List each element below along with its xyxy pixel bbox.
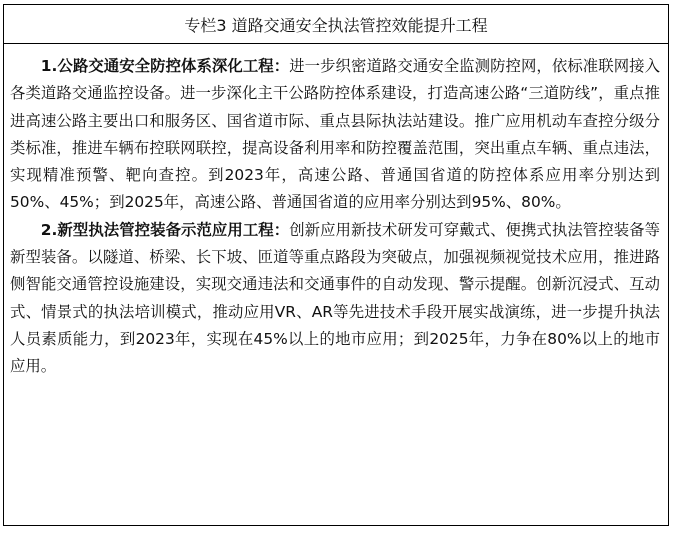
paragraph-highway-prevention bbox=[10, 53, 660, 217]
box-title: 专栏3 道路交通安全执法管控效能提升工程 bbox=[4, 5, 668, 44]
paragraph-text: 进一步织密道路交通安全监测防控网，依标准联网接入各类道路交通监控设备。进一步深化主干公路防控体系建设，打造高速公路“三道防线”，重点推进高速公路主要出口和服务区、国省道市际、重点县际执法站建设。推广应用机动车查控分级分类标准，推进车辆布控联网联控，提高设备利用率和防控覆盖范围，突出重点车辆、重点违法，实现精准预警、靶向查控。到2023年，高速公路、普通国省道的防控体系应用率分别达到50%、45%；到2025年，高速公路、普通国省道的应用率分别达到95%、80%。 bbox=[10, 57, 660, 212]
feature-box bbox=[3, 4, 669, 526]
box-body bbox=[4, 44, 668, 381]
paragraph-lead: 2.新型执法管控装备示范应用工程： bbox=[40, 220, 290, 239]
paragraph-text: 创新应用新技术研发可穿戴式、便携式执法管控装备等新型装备。以隧道、桥梁、长下坡、匝道等重点路段为突破点，加强视频视觉技术应用，推进路侧智能交通管控设施建设，实现交通违法和交通事件的自动发现、警示提醒。创新沉浸式、互动式、情景式的执法培训模式，推动应用VR、AR等先进技术手段开展实战演练，进一步提升执法人员素质能力，到2023年，实现在45%以上的地市应用；到2025年，力争在80%以上的地市应用。 bbox=[10, 220, 660, 376]
paragraph-enforcement-equipment bbox=[10, 217, 660, 381]
paragraph-lead: 1.公路交通安全防控体系深化工程： bbox=[40, 57, 290, 75]
